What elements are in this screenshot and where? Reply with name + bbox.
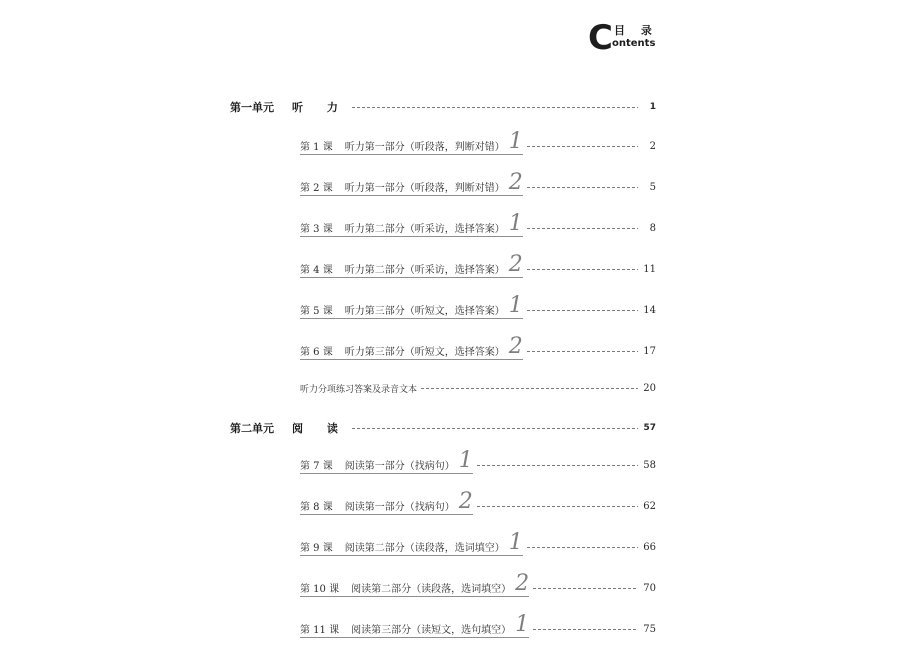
unit-title: 听 力 [292,101,348,114]
toc-unit-reading[interactable] [230,418,656,438]
lesson-title: 阅读第三部分（读短文，选句填空） [351,624,512,636]
lesson-title: 阅读第一部分（找病句） [344,501,455,513]
lesson-part-number: 2 [508,170,523,195]
lesson-part-number: 1 [508,129,523,154]
lesson-part-number: 2 [515,571,530,596]
lesson-part-number: 2 [508,252,523,277]
toc-lesson-10[interactable] [300,571,656,598]
dot-leader [527,351,638,352]
lesson-number: 第 8 课 [300,501,333,513]
toc-lesson-4[interactable] [300,252,656,279]
page-number: 11 [643,263,656,275]
page-number: 2 [649,140,656,152]
lesson-heading [300,293,523,319]
contents-initial-c: C [588,18,613,58]
dot-leader [527,269,638,270]
page-number: 62 [643,500,656,512]
dot-leader [527,228,638,229]
dot-leader [527,187,638,188]
lesson-title: 阅读第一部分（找病句） [344,460,455,472]
toc-lesson-2[interactable] [300,170,656,197]
lesson-part-number: 1 [458,448,473,473]
dot-leader [477,465,638,466]
lesson-title: 听力第二部分（听采访，选择答案） [344,264,505,276]
unit-number: 第一单元 [230,101,274,114]
unit-number: 第二单元 [230,422,274,435]
lesson-number: 第 7 课 [300,460,333,472]
toc-listening-answers[interactable] [300,378,656,398]
toc-lesson-8[interactable] [300,489,656,516]
lesson-part-number: 1 [508,530,523,555]
dot-leader [421,388,638,389]
dot-leader [527,146,638,147]
lesson-number: 第 6 课 [300,346,333,358]
page-number: 5 [649,181,656,193]
lesson-title: 阅读第二部分（读段落，选词填空） [351,583,512,595]
lesson-heading [300,129,523,155]
lesson-number: 第 11 课 [300,624,340,636]
lesson-heading [300,211,523,237]
lesson-part-number: 2 [458,489,473,514]
lesson-title: 阅读第二部分（读段落，选词填空） [344,542,505,554]
lesson-number: 第 1 课 [300,141,333,153]
contents-title-en: ontents [612,38,656,49]
lesson-title: 听力第一部分（听段落，判断对错） [344,182,505,194]
lesson-part-number: 1 [508,293,523,318]
toc-lesson-3[interactable] [300,211,656,238]
lesson-heading [300,334,523,360]
lesson-part-number: 1 [508,211,523,236]
page-number: 1 [649,102,656,112]
lesson-heading [300,252,523,278]
lesson-heading [300,489,473,515]
toc-lesson-7[interactable] [300,448,656,475]
dot-leader [527,547,638,548]
lesson-title: 听力第三部分（听短文，选择答案） [344,346,505,358]
lesson-part-number: 2 [508,334,523,359]
toc-lesson-11[interactable] [300,612,656,639]
lesson-heading [300,170,523,196]
entry-title: 听力分项练习答案及录音文本 [300,384,418,395]
page-number: 75 [643,623,656,635]
page-number: 70 [643,582,656,594]
lesson-number: 第 3 课 [300,223,333,235]
lesson-number: 第 10 课 [300,583,340,595]
lesson-number: 第 2 课 [300,182,333,194]
contents-title-zh: 目 录 [614,24,658,37]
dot-leader [352,428,638,429]
lesson-heading [300,571,530,597]
page-number: 66 [643,541,656,553]
dot-leader [533,588,638,589]
page-number: 8 [649,222,656,234]
dot-leader [477,506,638,507]
lesson-heading [300,530,523,556]
page-number: 14 [643,304,656,316]
page-number: 17 [643,345,656,357]
toc-lesson-5[interactable] [300,293,656,320]
lesson-number: 第 4 课 [300,264,333,276]
lesson-title: 听力第三部分（听短文，选择答案） [344,305,505,317]
lesson-number: 第 5 课 [300,305,333,317]
toc-lesson-9[interactable] [300,530,656,557]
lesson-title: 听力第二部分（听采访，选择答案） [344,223,505,235]
page-number: 57 [643,423,656,433]
page-number: 58 [643,459,656,471]
lesson-part-number: 1 [515,612,530,637]
lesson-heading [300,612,530,638]
lesson-heading [300,448,473,474]
toc-lesson-1[interactable] [300,129,656,156]
unit-title: 阅 读 [292,422,348,435]
lesson-number: 第 9 课 [300,542,333,554]
dot-leader [533,629,638,630]
dot-leader [527,310,638,311]
lesson-title: 听力第一部分（听段落，判断对错） [344,141,505,153]
toc-unit-listening[interactable] [230,97,656,117]
page-number: 20 [643,382,656,394]
dot-leader [352,107,638,108]
toc-lesson-6[interactable] [300,334,656,361]
